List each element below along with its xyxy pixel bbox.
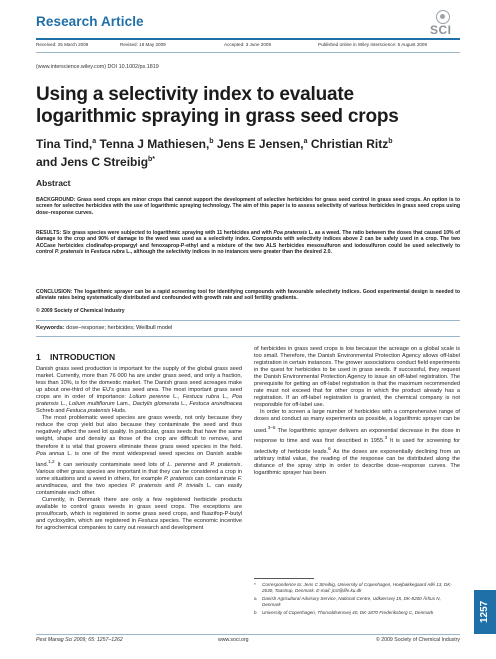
sci-logo-icon [436,10,450,24]
abstract-text: L., although the selectivity indices in no instances were greater than the desired 2.0. [124,248,332,255]
species-name: Poa pratensis [36,394,243,408]
footnote-text: University of Copenhagen, Thorvaldsensvej 40, DK-1870 Frederiksberg C, Denmark [262,610,434,616]
body-column-left [36,366,242,532]
body-paragraph [36,497,242,532]
author-name: Tenna J Mathiesen, [96,137,210,151]
body-text: L., [58,401,69,408]
abstract-text: Six grass species were subjected to logarithmic spraying with 11 herbicides and with [61,230,274,236]
footnote-mark: a [254,596,257,602]
accepted-date: Accepted: 3 June 2009 [224,42,271,47]
species-name: P. pratensis [54,248,84,255]
abstract-background-text: Grass seed crops are minor crops that cannot support the development of selective herbicides for grass seed control in grass seed crops. An option is to screen for selective herbicides with the use of logarithmic spraying technology. The aim of this paper is to assess selectivity of various herbicides in grass seed crops using dose–response curves. [36,197,460,216]
species-name: Festuca rubra [90,248,125,255]
body-text: and [195,461,211,468]
body-text: and [161,482,179,489]
body-text: L. can easily contaminate each other. [36,482,242,496]
abstract-text: L. as a weed. The ratio between the doses that caused 10% of damage to the crop and 90% of damage to the weed was used as a selectivity index. Compounds with selectivity indices above 2 can be safely used in a crop. The two ACCase herbicides clodinafop-propargyl and fenoxaprop-P-ethyl and a mixture of the two ALS herbicides mesosulfuron and iodosulfuron could be used selectively to control [36,230,460,255]
article-type-label: Research Article [36,14,144,29]
citation-link[interactable]: 1,2 [48,458,55,464]
author-affiliation-mark: b [209,138,214,145]
body-text: species. The economic incentive for agrochemical companies to carry out research and development [36,517,242,531]
body-paragraph: of herbicides in grass seed crops is low because the acreage on a global scale is too small. Therefore, the Danish Environmental Protection Agency allows off-label registration in certain instances. The grower associations conduct field experiments in the quest for herbicides to be used in grass seeds. If successful, they request the Danish Environmental Protection Agency to issue an off-label registration. The prerequisite for getting an off-label registration is that the maximum recommended rate must not exceed that for other crops in which the product already has a registration. If an off-label registration is granted, the chemical company is not responsible for off-label use. [254,346,460,409]
species-name: Festuca arundinacea [189,401,243,408]
body-text: Currently, in Denmark there are only a few registered herbicide products available to control grass weeds in grass seed crops. The exceptions are prosulfocarb, which is registered in some grass seed crops, and fluazifop-P-butyl and cycloxydim, which are registered in [36,496,242,524]
abstract-rule [36,320,460,321]
sci-logo-text: SCI [430,23,452,37]
page-number-tab [474,590,496,634]
abstract-background-label: BACKGROUND: [36,197,76,203]
dates-rule [36,52,460,53]
footnote-affiliation-b [254,610,460,616]
body-text: As the doses are exponentially declining from an arbitrary initial value, the reading of the response can be distributed along the distance of the spray strip in order to describe dose–response curves. The logarithmic sprayer has been [254,449,460,477]
keywords-text: dose–response; herbicides; Weilbull model [64,325,173,331]
abstract-copyright: © 2009 Society of Chemical Industry [36,308,125,314]
species-name: Poa annua [36,450,65,457]
author-affiliation-mark: b [388,138,393,145]
article-title: Using a selectivity index to evaluate logarithmic spraying in grass seed crops [36,84,399,127]
page-number: 1257 [479,600,490,624]
species-name: P. trivialis [178,482,204,489]
species-name: Poa pratensis [273,230,308,236]
abstract-conclusion-text: The logarithmic sprayer can be a rapid screening tool for identifying compounds with favourable selectivity indices. Good experimental design is needed to alleviate rates being systematically distributed and confounded with growth rate and soil fertility gradients. [36,289,460,302]
species-name: Festuca rubra [182,394,220,401]
author-affiliation-mark: a [303,138,308,145]
author-name: and Jens C Streibig [36,155,149,169]
page-footer [36,637,460,647]
body-column-right [254,346,460,477]
author-name: Tina Tind, [36,137,93,151]
citation-link[interactable]: 3 [384,435,388,441]
body-text: Danish grass seed production is important for the supply of the global grass seed market. Currently, more than 76 000 ha are under grass seed, and only a fraction, less than 10%, is for the domestic market. The Danish grass seed acreages make up about one-third of the EU's grass seed area. The most important grass seed crops are in order of importance: [36,366,242,401]
author-list [36,134,456,170]
species-name: Festuca pratensis [66,408,111,415]
abstract-conclusion [36,289,460,302]
footnote-mark: b [254,610,257,616]
body-text: Schreb and [36,408,67,415]
author-line-2 [36,152,456,170]
received-date: Received: 25 March 2009 [36,42,89,47]
footer-website-link[interactable]: www.soci.org [218,637,249,643]
footer-rule [36,634,460,635]
body-text: , and the two species [66,482,131,489]
footnote-text: Correspondence to: Jens C Streibig, University of Copenhagen, Hoejbakkegaard Allé 13, DK-2630, Taastrup, Denmark. E-mail: jcst@life.ku.dk [262,582,452,593]
citation-link[interactable]: 6 [328,446,331,452]
abstract-text: in [83,248,91,255]
body-text: Huds. [110,408,127,415]
abstract-results [36,230,460,255]
species-name: P. pratensis [210,461,241,468]
body-paragraph [36,366,242,415]
journal-header [36,14,460,36]
body-text: L., [179,401,190,408]
author-name: Christian Ritz [307,137,389,151]
article-dates [36,42,460,52]
species-name: Dactylis glomerata [132,401,180,408]
footnotes [254,582,460,619]
doi-line: (www.interscience.wiley.com) DOI 10.1002/ps.1819 [36,64,159,70]
species-name: P. pratensis [163,475,193,482]
body-paragraph [254,409,460,477]
keywords-label: Keywords: [36,325,65,331]
keywords [36,325,172,331]
revised-date: Revised: 18 May 2009 [120,42,166,47]
keywords-rule [36,336,460,337]
header-rule [36,38,460,40]
species-name: Lolium perenne [129,394,170,401]
footnote-rule [254,578,314,579]
footnote-correspondence [254,582,460,593]
footnote-mark: * [254,582,256,587]
body-text: The most problematic weed species are grass weeds, not only because they reduce the crop yield but also because they contaminate the seed and thus negatively affect the seed lot quality. In particular, grass seeds that have the same weight, shape and density as those of the crop are difficult to remove, and therefore it is vital that growers eliminate these grass weed species in the field. [36,415,242,450]
body-text: Lam., [114,401,133,408]
footnote-affiliation-a [254,596,460,607]
abstract-conclusion-label: CONCLUSION: [36,289,73,295]
body-text: It can seriously contaminate seed lots of [54,461,168,468]
species-name: L. perenne [167,461,196,468]
body-text: The logarithmic sprayer delivers an exponential decrease in the dose in response to time and was first described in 1955. [254,427,460,445]
abstract-heading: Abstract [36,178,71,188]
citation-link[interactable]: 3–5 [267,424,276,430]
footer-journal-citation: Pest Manag Sci 2009; 65: 1257–1262 [36,637,123,643]
body-text: In order to screen a large number of herbicides with a comprehensive range of doses and conduct as many experiments as possible, a logarithmic sprayer can be used. [254,409,460,434]
abstract-results-label: RESULTS: [36,230,62,236]
author-affiliation-mark: b* [148,156,156,163]
species-name: Lolium multiflorum [68,401,115,408]
species-name: Festuca [137,517,158,524]
body-text: can contaminate [193,475,238,482]
sci-logo [428,10,460,40]
published-date: Published online in Wiley Interscience: 5 August 2009 [318,42,428,47]
footer-copyright: © 2009 Society of Chemical Industry [376,637,460,643]
abstract-background [36,197,460,216]
section-number: 1 [36,352,41,362]
footnote-text: Danish Agricultural Advisory Service, National Centre, Udkærsvej 15, DK-8200 Århus N, Denmark [262,596,441,607]
author-affiliation-mark: a [92,138,97,145]
body-text: L. is one of the most widespread weed species on Danish arable land. [36,450,242,468]
section-heading [36,352,115,362]
species-name: F. arundinacea [36,475,242,489]
author-name: Jens E Jensen, [213,137,304,151]
species-name: P. pratensis [130,482,162,489]
body-text: . Various other grass species are important in that they can be considered a crop in some situations and a weed in others, for example [36,461,243,482]
author-line-1 [36,134,456,152]
body-text: L., [169,394,183,401]
body-paragraph [36,415,242,496]
section-title: INTRODUCTION [50,352,116,362]
body-text: It is used for screening for selectivity of herbicide leads. [254,438,460,456]
body-text: L., [219,394,233,401]
